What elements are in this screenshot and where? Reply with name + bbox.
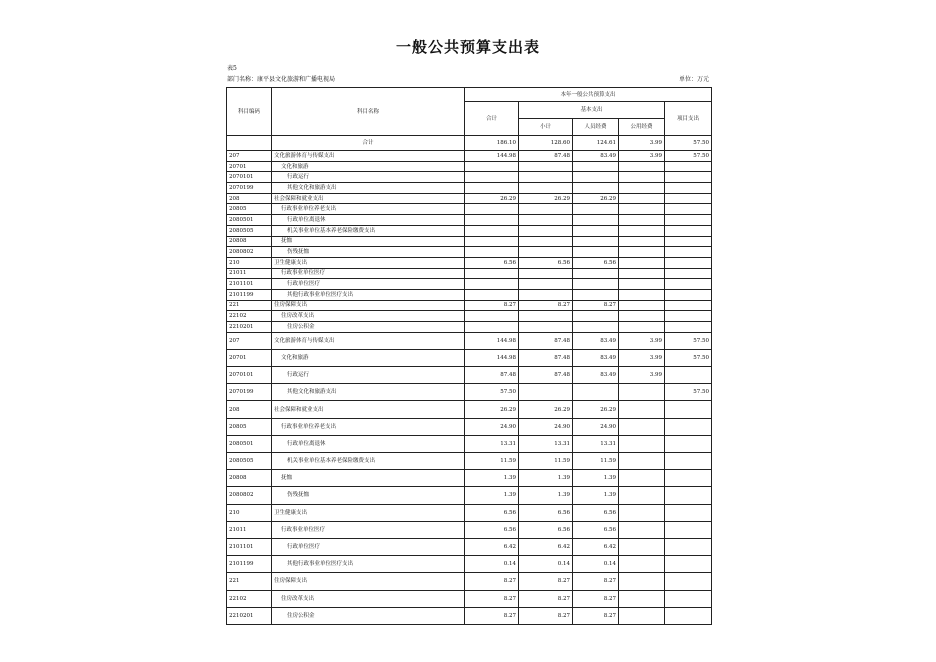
row-public <box>619 193 665 204</box>
row-public: 3.99 <box>619 151 665 162</box>
table-row <box>227 487 712 504</box>
row-project <box>665 183 712 194</box>
row-project <box>665 236 712 247</box>
row-name: 机关事业单位基本养老保险缴费支出 <box>272 453 465 470</box>
row-personnel <box>573 161 619 172</box>
row-project <box>665 247 712 258</box>
row-personnel <box>573 172 619 183</box>
row-project <box>665 590 712 607</box>
row-subtotal <box>519 204 573 215</box>
header-name: 科目名称 <box>272 88 465 136</box>
row-project <box>665 289 712 300</box>
row-name: 行政事业单位医疗 <box>272 268 465 279</box>
row-name: 文化和旅游 <box>272 349 465 366</box>
table-row <box>227 538 712 555</box>
total-label: 合计 <box>272 136 465 151</box>
row-code: 2080802 <box>227 247 272 258</box>
row-public <box>619 279 665 290</box>
row-code: 21011 <box>227 521 272 538</box>
table-row <box>227 332 712 349</box>
row-subtotal <box>519 215 573 226</box>
row-personnel: 13.31 <box>573 435 619 452</box>
row-total <box>465 225 519 236</box>
row-subtotal: 1.39 <box>519 470 573 487</box>
row-public <box>619 161 665 172</box>
row-public <box>619 204 665 215</box>
row-project <box>665 504 712 521</box>
row-name: 住房公积金 <box>272 607 465 624</box>
row-subtotal: 6.42 <box>519 538 573 555</box>
row-code: 207 <box>227 151 272 162</box>
table-row <box>227 172 712 183</box>
row-project <box>665 607 712 624</box>
row-name: 其他文化和旅游支出 <box>272 384 465 401</box>
row-code: 208 <box>227 401 272 418</box>
table-row <box>227 573 712 590</box>
row-personnel <box>573 384 619 401</box>
row-project: 57.50 <box>665 332 712 349</box>
row-personnel <box>573 289 619 300</box>
row-name: 抚恤 <box>272 470 465 487</box>
row-subtotal: 8.27 <box>519 573 573 590</box>
row-public <box>619 289 665 300</box>
row-project: 57.50 <box>665 151 712 162</box>
row-project <box>665 279 712 290</box>
row-name: 抚恤 <box>272 236 465 247</box>
row-code: 2101101 <box>227 538 272 555</box>
row-total: 6.56 <box>465 504 519 521</box>
table-row <box>227 204 712 215</box>
row-personnel: 8.27 <box>573 300 619 311</box>
row-public <box>619 183 665 194</box>
table-row <box>227 257 712 268</box>
row-public <box>619 607 665 624</box>
table-row <box>227 418 712 435</box>
row-code: 20701 <box>227 349 272 366</box>
row-name: 住房改革支出 <box>272 590 465 607</box>
row-total: 8.27 <box>465 607 519 624</box>
table-row <box>227 607 712 624</box>
row-subtotal: 0.14 <box>519 556 573 573</box>
row-total <box>465 322 519 333</box>
row-personnel: 26.29 <box>573 401 619 418</box>
table-row <box>227 183 712 194</box>
row-name: 社会保障和就业支出 <box>272 193 465 204</box>
row-name: 行政事业单位养老支出 <box>272 418 465 435</box>
row-subtotal <box>519 289 573 300</box>
row-subtotal: 6.56 <box>519 257 573 268</box>
row-public <box>619 590 665 607</box>
row-personnel <box>573 183 619 194</box>
row-personnel <box>573 322 619 333</box>
row-subtotal <box>519 183 573 194</box>
row-public <box>619 215 665 226</box>
row-personnel <box>573 311 619 322</box>
row-subtotal: 13.31 <box>519 435 573 452</box>
header-row-1 <box>227 88 712 102</box>
table-row <box>227 322 712 333</box>
row-code: 20701 <box>227 161 272 172</box>
row-project <box>665 268 712 279</box>
row-total: 26.29 <box>465 401 519 418</box>
row-project <box>665 311 712 322</box>
row-total: 0.14 <box>465 556 519 573</box>
row-name: 行政单位离退休 <box>272 435 465 452</box>
row-subtotal: 8.27 <box>519 300 573 311</box>
row-personnel: 26.29 <box>573 193 619 204</box>
row-public: 3.99 <box>619 332 665 349</box>
row-project <box>665 225 712 236</box>
table-row <box>227 401 712 418</box>
row-name: 伤残抚恤 <box>272 487 465 504</box>
row-project <box>665 300 712 311</box>
header-code: 科目编码 <box>227 88 272 136</box>
table-row <box>227 590 712 607</box>
row-name: 行政事业单位养老支出 <box>272 204 465 215</box>
row-name: 文化旅游体育与传媒支出 <box>272 151 465 162</box>
row-project <box>665 161 712 172</box>
row-total: 6.56 <box>465 521 519 538</box>
row-total: 1.39 <box>465 470 519 487</box>
row-project <box>665 367 712 384</box>
row-subtotal: 87.48 <box>519 349 573 366</box>
unit-label: 单位：万元 <box>679 76 710 83</box>
header-total: 合计 <box>465 102 519 136</box>
row-total <box>465 172 519 183</box>
table-row <box>227 521 712 538</box>
row-code: 2101101 <box>227 279 272 290</box>
row-personnel: 11.59 <box>573 453 619 470</box>
row-name: 行政单位离退休 <box>272 215 465 226</box>
row-public <box>619 573 665 590</box>
row-code: 2070199 <box>227 183 272 194</box>
header-personnel: 人员经费 <box>573 119 619 136</box>
row-code: 221 <box>227 573 272 590</box>
row-public <box>619 504 665 521</box>
row-subtotal: 26.29 <box>519 193 573 204</box>
row-total: 144.98 <box>465 151 519 162</box>
row-total: 11.59 <box>465 453 519 470</box>
row-total: 8.27 <box>465 573 519 590</box>
row-code: 221 <box>227 300 272 311</box>
row-project <box>665 521 712 538</box>
row-public <box>619 384 665 401</box>
row-project <box>665 172 712 183</box>
row-code: 2080501 <box>227 215 272 226</box>
row-project <box>665 257 712 268</box>
table-row <box>227 236 712 247</box>
row-subtotal: 24.90 <box>519 418 573 435</box>
row-project <box>665 193 712 204</box>
department-name: 部门名称：康平县文化旅游和广播电视局 <box>227 76 336 83</box>
row-code: 20808 <box>227 236 272 247</box>
row-name: 住房保障支出 <box>272 300 465 311</box>
row-code: 2080802 <box>227 487 272 504</box>
row-subtotal <box>519 172 573 183</box>
row-public: 3.99 <box>619 349 665 366</box>
row-personnel: 8.27 <box>573 573 619 590</box>
row-code: 2080505 <box>227 453 272 470</box>
row-total: 144.98 <box>465 332 519 349</box>
row-name: 卫生健康支出 <box>272 504 465 521</box>
row-total: 8.27 <box>465 300 519 311</box>
row-total <box>465 268 519 279</box>
row-name: 行政运行 <box>272 172 465 183</box>
row-name: 卫生健康支出 <box>272 257 465 268</box>
table-row <box>227 151 712 162</box>
row-subtotal: 87.48 <box>519 367 573 384</box>
row-public: 3.99 <box>619 367 665 384</box>
row-total <box>465 311 519 322</box>
row-total: 26.29 <box>465 193 519 204</box>
row-public <box>619 257 665 268</box>
row-personnel: 6.42 <box>573 538 619 555</box>
row-code: 2080501 <box>227 435 272 452</box>
row-subtotal: 1.39 <box>519 487 573 504</box>
table-row <box>227 225 712 236</box>
row-total <box>465 204 519 215</box>
row-name: 行政事业单位医疗 <box>272 521 465 538</box>
row-subtotal <box>519 247 573 258</box>
header-basic: 基本支出 <box>519 102 665 119</box>
row-subtotal: 11.59 <box>519 453 573 470</box>
row-personnel <box>573 225 619 236</box>
row-personnel: 8.27 <box>573 607 619 624</box>
row-code: 21011 <box>227 268 272 279</box>
row-project <box>665 204 712 215</box>
table-row <box>227 311 712 322</box>
table-row <box>227 289 712 300</box>
row-code: 210 <box>227 504 272 521</box>
row-total: 57.50 <box>465 384 519 401</box>
row-project <box>665 215 712 226</box>
expenditure-table <box>226 87 712 625</box>
row-public <box>619 556 665 573</box>
row-total <box>465 279 519 290</box>
header-subtotal: 小计 <box>519 119 573 136</box>
row-name: 文化旅游体育与传媒支出 <box>272 332 465 349</box>
table-row <box>227 300 712 311</box>
row-project <box>665 487 712 504</box>
table-row <box>227 268 712 279</box>
row-subtotal: 6.56 <box>519 521 573 538</box>
row-code: 2210201 <box>227 607 272 624</box>
total-total: 186.10 <box>465 136 519 151</box>
row-total <box>465 215 519 226</box>
header-project: 项目支出 <box>665 102 712 136</box>
total-public: 3.99 <box>619 136 665 151</box>
header-group: 本年一般公共预算支出 <box>465 88 712 102</box>
row-name: 社会保障和就业支出 <box>272 401 465 418</box>
table-row <box>227 384 712 401</box>
row-project <box>665 453 712 470</box>
row-code: 20808 <box>227 470 272 487</box>
row-personnel <box>573 215 619 226</box>
row-total <box>465 161 519 172</box>
row-total: 144.98 <box>465 349 519 366</box>
row-code: 2210201 <box>227 322 272 333</box>
row-project <box>665 470 712 487</box>
row-name: 住房保障支出 <box>272 573 465 590</box>
row-total: 24.90 <box>465 418 519 435</box>
table-row <box>227 161 712 172</box>
row-name: 行政单位医疗 <box>272 279 465 290</box>
row-project <box>665 556 712 573</box>
row-code: 210 <box>227 257 272 268</box>
row-code: 22102 <box>227 590 272 607</box>
row-code: 2101199 <box>227 556 272 573</box>
row-public <box>619 300 665 311</box>
row-public <box>619 435 665 452</box>
row-personnel: 83.49 <box>573 349 619 366</box>
row-personnel: 83.49 <box>573 151 619 162</box>
row-code: 22102 <box>227 311 272 322</box>
row-code: 207 <box>227 332 272 349</box>
row-project <box>665 538 712 555</box>
row-name: 机关事业单位基本养老保险缴费支出 <box>272 225 465 236</box>
row-total: 13.31 <box>465 435 519 452</box>
row-subtotal <box>519 161 573 172</box>
row-subtotal: 8.27 <box>519 590 573 607</box>
table-row <box>227 556 712 573</box>
total-project: 57.50 <box>665 136 712 151</box>
row-public <box>619 236 665 247</box>
row-public <box>619 487 665 504</box>
row-personnel <box>573 247 619 258</box>
row-public <box>619 453 665 470</box>
row-name: 其他文化和旅游支出 <box>272 183 465 194</box>
row-personnel <box>573 204 619 215</box>
row-project <box>665 418 712 435</box>
row-personnel <box>573 268 619 279</box>
row-public <box>619 538 665 555</box>
row-public <box>619 172 665 183</box>
row-personnel: 1.39 <box>573 487 619 504</box>
row-personnel: 6.56 <box>573 521 619 538</box>
row-personnel: 6.56 <box>573 504 619 521</box>
header-public: 公用经费 <box>619 119 665 136</box>
table-row <box>227 193 712 204</box>
row-subtotal <box>519 279 573 290</box>
total-code <box>227 136 272 151</box>
row-name: 其他行政事业单位医疗支出 <box>272 289 465 300</box>
row-name: 行政单位医疗 <box>272 538 465 555</box>
row-subtotal: 6.56 <box>519 504 573 521</box>
row-subtotal <box>519 236 573 247</box>
row-name: 其他行政事业单位医疗支出 <box>272 556 465 573</box>
row-project: 57.50 <box>665 384 712 401</box>
row-subtotal <box>519 384 573 401</box>
row-code: 2070199 <box>227 384 272 401</box>
row-code: 20805 <box>227 204 272 215</box>
table-row <box>227 279 712 290</box>
row-name: 行政运行 <box>272 367 465 384</box>
table-row <box>227 504 712 521</box>
row-subtotal <box>519 268 573 279</box>
row-name: 文化和旅游 <box>272 161 465 172</box>
table-row <box>227 435 712 452</box>
row-subtotal: 87.48 <box>519 151 573 162</box>
row-project <box>665 435 712 452</box>
row-project: 57.50 <box>665 349 712 366</box>
row-personnel: 83.49 <box>573 332 619 349</box>
row-code: 2070101 <box>227 172 272 183</box>
row-total: 8.27 <box>465 590 519 607</box>
row-public <box>619 225 665 236</box>
row-subtotal: 87.48 <box>519 332 573 349</box>
table-row <box>227 349 712 366</box>
row-total <box>465 236 519 247</box>
table-row <box>227 470 712 487</box>
row-code: 2070101 <box>227 367 272 384</box>
row-public <box>619 268 665 279</box>
row-code: 208 <box>227 193 272 204</box>
total-personnel: 124.61 <box>573 136 619 151</box>
row-personnel: 6.56 <box>573 257 619 268</box>
row-code: 2080505 <box>227 225 272 236</box>
row-public <box>619 470 665 487</box>
row-total: 6.42 <box>465 538 519 555</box>
row-public <box>619 521 665 538</box>
row-project <box>665 401 712 418</box>
row-personnel: 8.27 <box>573 590 619 607</box>
page-title: 一般公共预算支出表 <box>395 38 540 56</box>
row-total: 1.39 <box>465 487 519 504</box>
row-subtotal: 8.27 <box>519 607 573 624</box>
total-row <box>227 136 712 151</box>
row-public <box>619 401 665 418</box>
row-project <box>665 322 712 333</box>
row-personnel: 0.14 <box>573 556 619 573</box>
row-personnel: 24.90 <box>573 418 619 435</box>
row-name: 伤残抚恤 <box>272 247 465 258</box>
row-public <box>619 322 665 333</box>
row-personnel: 1.39 <box>573 470 619 487</box>
table-row <box>227 247 712 258</box>
row-personnel <box>573 236 619 247</box>
table-row <box>227 453 712 470</box>
row-subtotal: 26.29 <box>519 401 573 418</box>
row-total <box>465 183 519 194</box>
row-public <box>619 418 665 435</box>
table-row <box>227 367 712 384</box>
row-public <box>619 247 665 258</box>
row-project <box>665 573 712 590</box>
row-personnel <box>573 279 619 290</box>
row-total: 6.56 <box>465 257 519 268</box>
row-total: 87.48 <box>465 367 519 384</box>
row-name: 住房改革支出 <box>272 311 465 322</box>
row-subtotal <box>519 322 573 333</box>
row-total <box>465 289 519 300</box>
row-subtotal <box>519 311 573 322</box>
table-number: 表5 <box>227 65 237 72</box>
row-total <box>465 247 519 258</box>
row-code: 2101199 <box>227 289 272 300</box>
row-name: 住房公积金 <box>272 322 465 333</box>
row-public <box>619 311 665 322</box>
row-subtotal <box>519 225 573 236</box>
total-subtotal: 128.60 <box>519 136 573 151</box>
row-personnel: 83.49 <box>573 367 619 384</box>
row-code: 20805 <box>227 418 272 435</box>
table-row <box>227 215 712 226</box>
